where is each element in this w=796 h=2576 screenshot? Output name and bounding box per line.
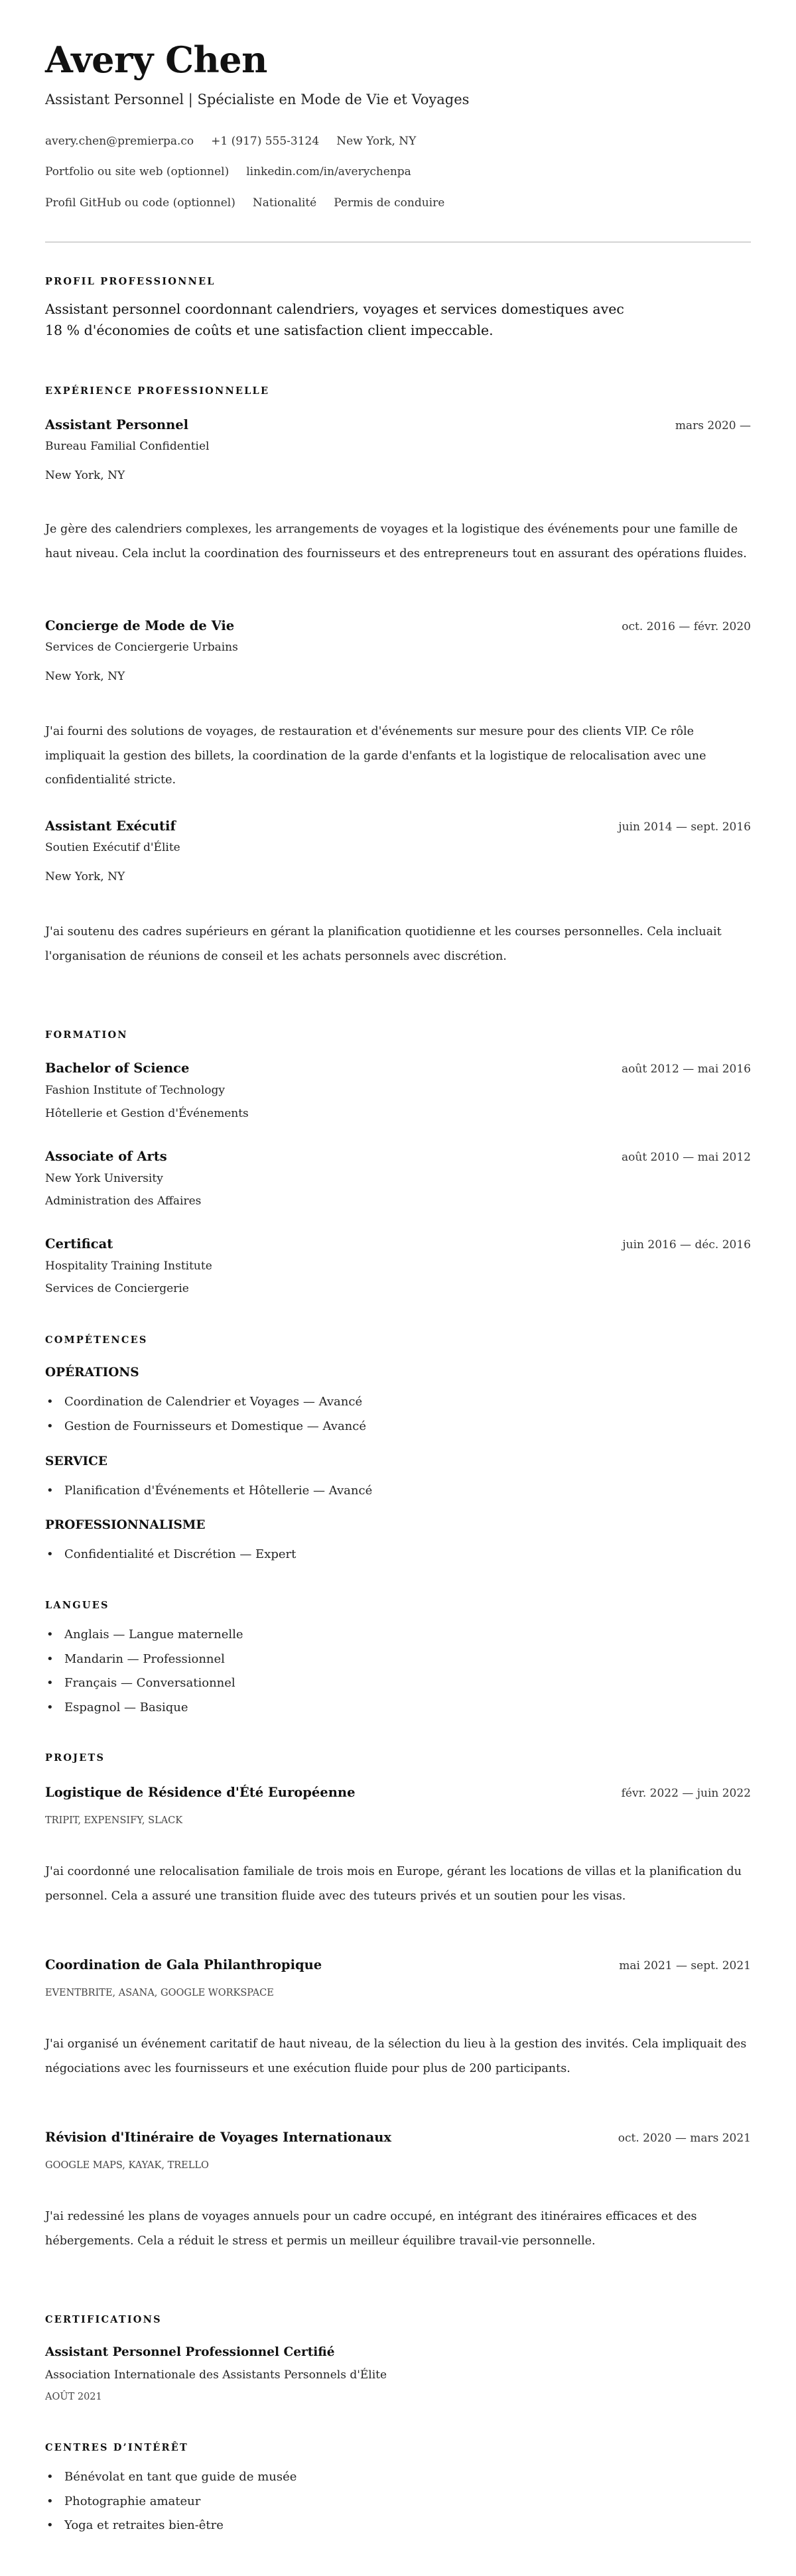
interest-list: [45, 2465, 297, 2538]
degree-title: Bachelor of Science: [45, 1061, 190, 1076]
field-of-study: Administration des Affaires: [45, 1194, 202, 1208]
interest-item: • Yoga et retraites bien-être: [45, 2514, 297, 2538]
project-tags: TRIPIT, EXPENSIFY, SLACK: [45, 1815, 183, 1826]
job-company: Bureau Familial Confidentiel: [45, 440, 210, 453]
certification-issuer: Association Internationale des Assistants Personnels d'Élite: [45, 2368, 387, 2382]
section-title-certifications: CERTIFICATIONS: [45, 2314, 162, 2325]
section-title-education: FORMATION: [45, 1029, 128, 1041]
candidate-name: Avery Chen: [45, 38, 267, 81]
project-dates: mai 2021 — sept. 2021: [619, 1959, 751, 1972]
skill-list: [45, 1543, 296, 1567]
contact-phone[interactable]: +1 (917) 555-3124: [211, 135, 320, 148]
project-header-1: [45, 1784, 751, 1801]
school-name: Fashion Institute of Technology: [45, 1084, 226, 1097]
contact-portfolio[interactable]: Portfolio ou site web (optionnel): [45, 165, 230, 178]
degree-title: Associate of Arts: [45, 1149, 167, 1164]
education-header-2: [45, 1148, 751, 1165]
skill-list: [45, 1479, 372, 1504]
summary-line: 18 % d'économies de coûts et une satisfaction client impeccable.: [45, 322, 494, 338]
contact-email[interactable]: avery.chen@premierpa.co: [45, 135, 194, 148]
summary-text: [45, 298, 751, 341]
contact-nationality: Nationalité: [252, 196, 317, 210]
language-item: • Mandarin — Professionnel: [45, 1647, 243, 1672]
interest-item: • Photographie amateur: [45, 2490, 297, 2514]
project-tags: GOOGLE MAPS, KAYAK, TRELLO: [45, 2160, 209, 2171]
contact-row-primary: [45, 133, 433, 149]
section-title-languages: LANGUES: [45, 1600, 109, 1611]
header-divider: [45, 241, 751, 243]
language-item: • Espagnol — Basique: [45, 1696, 243, 1720]
section-title-projects: PROJETS: [45, 1752, 105, 1764]
degree-title: Certificat: [45, 1236, 113, 1252]
interest-item: • Bénévolat en tant que guide de musée: [45, 2465, 297, 2490]
job-dates: oct. 2016 — févr. 2020: [622, 620, 751, 633]
language-list: [45, 1623, 243, 1720]
project-description: J'ai redessiné les plans de voyages annuels pour un cadre occupé, en intégrant des itinéraires efficaces et des hébergements. Cela a réduit le stress et permis un meilleur équilibre travail-vie personnelle.: [45, 2210, 697, 2248]
field-of-study: Services de Conciergerie: [45, 1282, 189, 1295]
candidate-headline: Assistant Personnel | Spécialiste en Mode de Vie et Voyages: [45, 92, 470, 107]
section-title-skills: COMPÉTENCES: [45, 1334, 148, 1346]
job-location: New York, NY: [45, 469, 125, 482]
contact-row-links: [45, 164, 429, 180]
contact-linkedin[interactable]: linkedin.com/in/averychenpa: [246, 165, 411, 178]
job-description: J'ai soutenu des cadres supérieurs en gérant la planification quotidienne et les courses personnelles. Cela incluait l'organisation de réunions de conseil et les achats personnels avec discrétion.: [45, 925, 722, 963]
project-header-2: [45, 1957, 751, 1974]
project-description: J'ai organisé un événement caritatif de haut niveau, de la sélection du lieu à la gestion des invités. Cela impliquait des négociations avec les fournisseurs et une exécution fluide pour plus de 200 participants.: [45, 2037, 747, 2075]
degree-dates: août 2010 — mai 2012: [622, 1151, 751, 1164]
job-description: Je gère des calendriers complexes, les arrangements de voyages et la logistique des événements pour une famille de haut niveau. Cela inclut la coordination des fournisseurs et des entrepreneurs tout en assurant des opérations fluides.: [45, 523, 747, 560]
job-dates: juin 2014 — sept. 2016: [618, 820, 751, 834]
skill-category: OPÉRATIONS: [45, 1366, 139, 1380]
job-dates: mars 2020 —: [675, 419, 751, 432]
project-header-3: [45, 2129, 751, 2146]
certification-date: AOÛT 2021: [45, 2392, 102, 2402]
job-location: New York, NY: [45, 870, 125, 883]
education-header-1: [45, 1060, 751, 1077]
project-name: Logistique de Résidence d'Été Européenne: [45, 1785, 356, 1800]
language-item: • Français — Conversationnel: [45, 1671, 243, 1696]
summary-line: Assistant personnel coordonnant calendriers, voyages et services domestiques avec: [45, 301, 624, 317]
contact-github[interactable]: Profil GitHub ou code (optionnel): [45, 196, 235, 210]
field-of-study: Hôtellerie et Gestion d'Événements: [45, 1107, 249, 1120]
education-header-3: [45, 1236, 751, 1253]
experience-header-1: [45, 417, 751, 434]
skill-item: • Coordination de Calendrier et Voyages — Avancé: [45, 1390, 366, 1415]
project-dates: oct. 2020 — mars 2021: [618, 2132, 751, 2145]
skill-item: • Confidentialité et Discrétion — Expert: [45, 1543, 296, 1567]
contact-license: Permis de conduire: [334, 196, 445, 210]
experience-header-2: [45, 617, 751, 635]
job-title: Assistant Exécutif: [45, 818, 176, 834]
degree-dates: août 2012 — mai 2016: [622, 1063, 751, 1076]
skill-category: SERVICE: [45, 1454, 108, 1468]
experience-header-3: [45, 818, 751, 835]
project-name: Révision d'Itinéraire de Voyages Internationaux: [45, 2130, 392, 2145]
job-description: J'ai fourni des solutions de voyages, de restauration et d'événements sur mesure pour des clients VIP. Ce rôle impliquait la gestion des billets, la coordination de la garde d'enfants et la logistique de relocalisation avec une confidentialité stricte.: [45, 725, 706, 787]
skill-item: • Gestion de Fournisseurs et Domestique — Avancé: [45, 1415, 366, 1439]
section-title-interests: CENTRES D’INTÉRÊT: [45, 2442, 189, 2453]
job-location: New York, NY: [45, 670, 125, 683]
job-title: Assistant Personnel: [45, 417, 189, 432]
language-item: • Anglais — Langue maternelle: [45, 1623, 243, 1647]
skill-list: [45, 1390, 366, 1439]
skill-category: PROFESSIONNALISME: [45, 1518, 206, 1532]
job-title: Concierge de Mode de Vie: [45, 618, 235, 633]
project-dates: févr. 2022 — juin 2022: [621, 1787, 751, 1800]
section-title-summary: PROFIL PROFESSIONNEL: [45, 276, 216, 287]
project-tags: EVENTBRITE, ASANA, GOOGLE WORKSPACE: [45, 1988, 274, 1998]
contact-row-extra: [45, 195, 462, 211]
project-name: Coordination de Gala Philanthropique: [45, 1957, 322, 1972]
project-description: J'ai coordonné une relocalisation familiale de trois mois en Europe, gérant les locations de villas et la planification du personnel. Cela a assuré une transition fluide avec des tuteurs privés et un soutien pour les visas.: [45, 1865, 742, 1903]
degree-dates: juin 2016 — déc. 2016: [622, 1238, 751, 1252]
contact-location: New York, NY: [336, 135, 417, 148]
school-name: Hospitality Training Institute: [45, 1259, 212, 1273]
school-name: New York University: [45, 1172, 163, 1185]
certification-name: Assistant Personnel Professionnel Certifié: [45, 2345, 335, 2359]
section-title-experience: EXPÉRIENCE PROFESSIONNELLE: [45, 385, 270, 397]
job-company: Services de Conciergerie Urbains: [45, 641, 238, 654]
job-company: Soutien Exécutif d'Élite: [45, 841, 180, 854]
skill-item: • Planification d'Événements et Hôtellerie — Avancé: [45, 1479, 372, 1504]
